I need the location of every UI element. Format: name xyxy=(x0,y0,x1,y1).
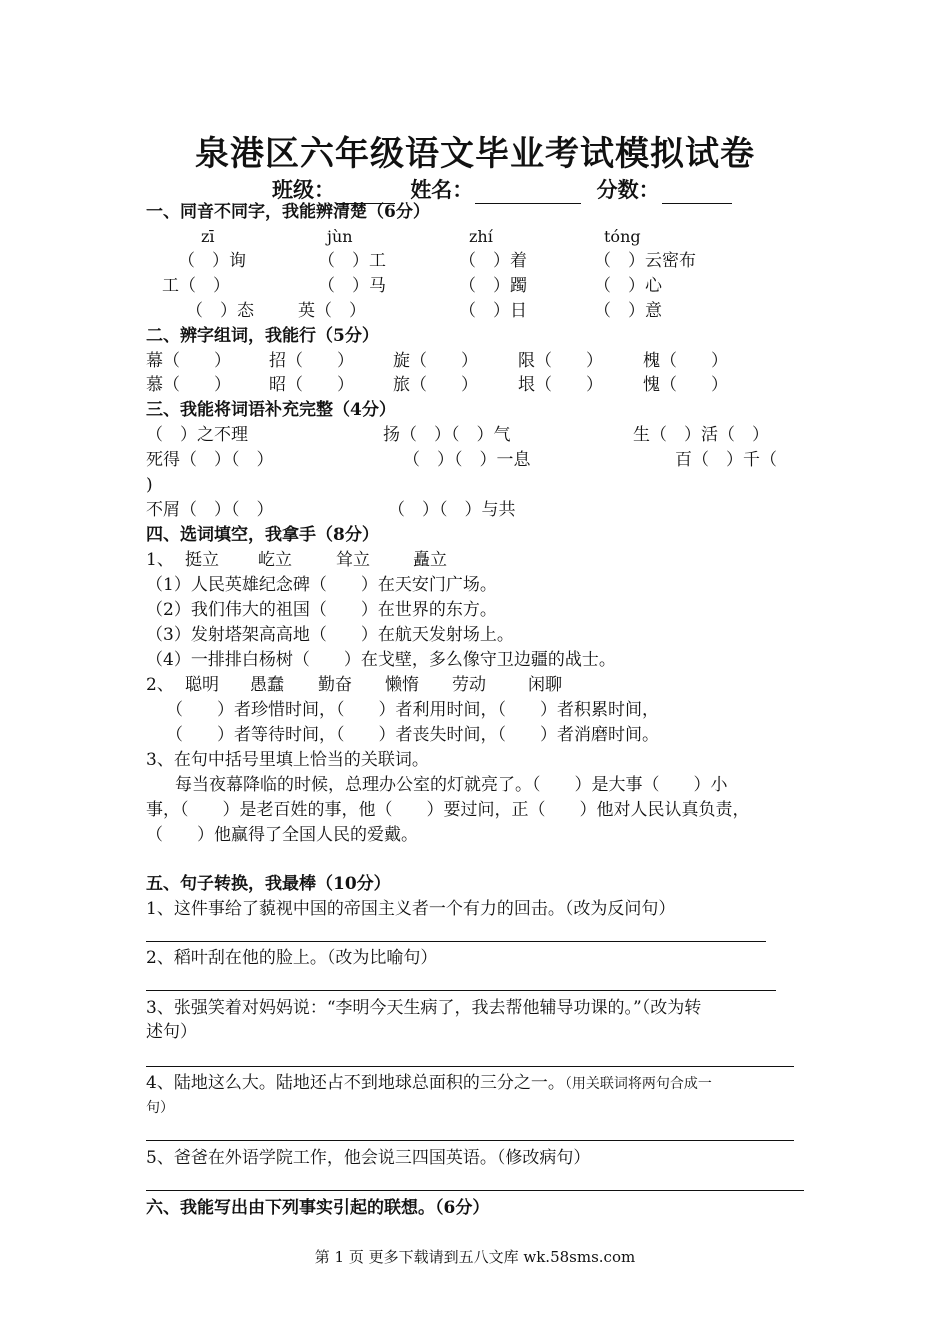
pinyin-tong: tóng xyxy=(604,227,641,246)
s4-q1-item-4[interactable]: （4）一排排白杨树（ ）在戈壁，多么像守卫边疆的战士。 xyxy=(146,650,616,670)
section-5-heading: 五、句子转换，我最棒（10分） xyxy=(146,874,391,894)
s2-r2-c2[interactable]: 昭（ ） xyxy=(269,375,354,395)
s5-q5: 5、爸爸在外语学院工作，他会说三四国英语。（修改病句） xyxy=(146,1148,591,1168)
s1-r2-c4[interactable]: （ ）心 xyxy=(594,276,662,296)
s5-q5-answer-line[interactable] xyxy=(146,1190,804,1191)
s5-q4-note: （用关联词将两句合成一 xyxy=(564,1076,712,1092)
s4-q1-item-2[interactable]: （2）我们伟大的祖国（ ）在世界的东方。 xyxy=(146,600,497,620)
section-2-heading: 二、辨字组词，我能行（5分） xyxy=(146,326,379,346)
pinyin-zi: zī xyxy=(201,227,215,246)
s4-q3-para-3[interactable]: （ ）他赢得了全国人民的爱戴。 xyxy=(146,825,418,845)
s2-r2-c1[interactable]: 慕（ ） xyxy=(146,375,231,395)
s5-q3-line-1: 3、张强笑着对妈妈说：“李明今天生病了，我去帮他辅导功课的。”（改为转 xyxy=(146,998,702,1018)
s5-q1-answer-line[interactable] xyxy=(146,941,766,942)
s4-q2-line-1[interactable]: （ ）者珍惜时间，（ ）者利用时间，（ ）者积累时间， xyxy=(166,700,659,720)
s2-r1-c1[interactable]: 幕（ ） xyxy=(146,351,231,371)
s4-q2-word-4: 懒惰 xyxy=(385,675,419,695)
class-label: 班级： xyxy=(272,177,335,202)
s2-r2-c4[interactable]: 垠（ ） xyxy=(518,375,603,395)
s3-r3-c1[interactable]: 不屑（ ）（ ） xyxy=(146,500,274,520)
pinyin-zhi: zhí xyxy=(469,227,493,246)
s2-r1-c3[interactable]: 旋（ ） xyxy=(393,351,478,371)
s4-q2-word-3: 勤奋 xyxy=(318,675,352,695)
s3-r2-wrap: ) xyxy=(146,475,153,495)
s5-q2: 2、稻叶刮在他的脸上。（改为比喻句） xyxy=(146,948,438,968)
s2-r2-c5[interactable]: 愧（ ） xyxy=(643,375,728,395)
s1-r2-c2[interactable]: （ ）马 xyxy=(318,276,386,296)
section-3-heading: 三、我能将词语补充完整（4分） xyxy=(146,400,396,420)
section-4-heading: 四、选词填空，我拿手（8分） xyxy=(146,525,379,545)
s4-q2-word-6: 闲聊 xyxy=(528,675,562,695)
s4-q3-para-2[interactable]: 事，（ ）是老百姓的事，他（ ）要过问，正（ ）他对人民认真负责， xyxy=(146,800,750,820)
s4-q1-word-2: 屹立 xyxy=(258,550,292,570)
s4-q1-word-1: 挺立 xyxy=(185,550,219,570)
s3-r2-c1[interactable]: 死得（ ）（ ） xyxy=(146,450,274,470)
s4-q1-item-3[interactable]: （3）发射塔架高高地（ ）在航天发射场上。 xyxy=(146,625,514,645)
s5-q4-line-1 xyxy=(146,1072,712,1095)
s4-q3-para-1[interactable]: 每当夜幕降临的时候，总理办公室的灯就亮了。（ ）是大事（ ）小 xyxy=(175,775,728,795)
page-title: 泉港区六年级语文毕业考试模拟试卷 xyxy=(195,134,755,174)
s1-r3-c4[interactable]: （ ）意 xyxy=(594,301,662,321)
score-label: 分数： xyxy=(596,177,660,202)
pinyin-jun: jùn xyxy=(327,227,353,246)
s1-r1-c4[interactable]: （ ）云密布 xyxy=(594,251,696,271)
s5-q4-text: 4、陆地这么大。陆地还占不到地球总面积的三分之一。 xyxy=(146,1073,565,1093)
s4-q2-word-2: 愚蠢 xyxy=(250,675,284,695)
s2-r1-c2[interactable]: 招（ ） xyxy=(269,351,354,371)
s3-r1-c3[interactable]: 生（ ）活（ ） xyxy=(633,425,769,445)
s1-r3-c2[interactable]: 英（ ） xyxy=(298,301,366,321)
s2-r2-c3[interactable]: 旅（ ） xyxy=(393,375,478,395)
s1-r2-c1[interactable]: 工（ ） xyxy=(162,276,230,296)
s5-q3-answer-line[interactable] xyxy=(146,1066,794,1067)
s5-q2-answer-line[interactable] xyxy=(146,990,776,991)
s4-q1-item-1[interactable]: （1）人民英雄纪念碑（ ）在天安门广场。 xyxy=(146,575,497,595)
s2-r1-c4[interactable]: 限（ ） xyxy=(518,351,603,371)
s1-r1-c2[interactable]: （ ）工 xyxy=(318,251,386,271)
section-1-heading: 一、同音不同字，我能辨清楚（6分） xyxy=(146,202,430,222)
s4-q2-word-5: 劳动 xyxy=(452,675,486,695)
s3-r1-c1[interactable]: （ ）之不理 xyxy=(146,425,248,445)
s1-r3-c3[interactable]: （ ）日 xyxy=(459,301,527,321)
s3-r1-c2[interactable]: 扬（ ）（ ）气 xyxy=(383,425,511,445)
s3-r2-c3[interactable]: 百（ ）千（ xyxy=(675,450,777,470)
s4-q2-label: 2、 xyxy=(146,675,174,695)
s3-r3-c2[interactable]: （ ）（ ）与共 xyxy=(388,500,516,520)
score-blank[interactable] xyxy=(662,183,732,204)
page-footer: 第 1 页 更多下载请到五八文库 wk.58sms.com xyxy=(314,1248,636,1266)
s4-q2-word-1: 聪明 xyxy=(185,675,219,695)
s1-r1-c3[interactable]: （ ）着 xyxy=(459,251,527,271)
s1-r1-c1[interactable]: （ ）询 xyxy=(178,251,246,271)
s4-q1-word-4: 矗立 xyxy=(413,550,447,570)
name-blank[interactable] xyxy=(475,183,581,204)
section-6-heading: 六、我能写出由下列事实引起的联想。（6分） xyxy=(146,1198,490,1218)
s4-q1-word-3: 耸立 xyxy=(336,550,370,570)
s4-q3-prompt: 3、在句中括号里填上恰当的关联词。 xyxy=(146,750,429,770)
s3-r2-c2[interactable]: （ ）（ ）一息 xyxy=(403,450,531,470)
s2-r1-c5[interactable]: 槐（ ） xyxy=(643,351,728,371)
s1-r2-c3[interactable]: （ ）躅 xyxy=(459,276,527,296)
s5-q4-line-2: 句） xyxy=(146,1100,174,1116)
name-label: 姓名： xyxy=(410,177,474,202)
s5-q4-answer-line[interactable] xyxy=(146,1140,794,1141)
s4-q1-label: 1、 xyxy=(146,550,174,570)
s5-q1: 1、这件事给了藐视中国的帝国主义者一个有力的回击。（改为反问句） xyxy=(146,899,676,919)
s5-q3-line-2: 述句） xyxy=(146,1022,197,1042)
s1-r3-c1[interactable]: （ ）态 xyxy=(186,301,254,321)
student-info-line xyxy=(272,174,740,204)
s4-q2-line-2[interactable]: （ ）者等待时间，（ ）者丧失时间，（ ）者消磨时间。 xyxy=(166,725,659,745)
